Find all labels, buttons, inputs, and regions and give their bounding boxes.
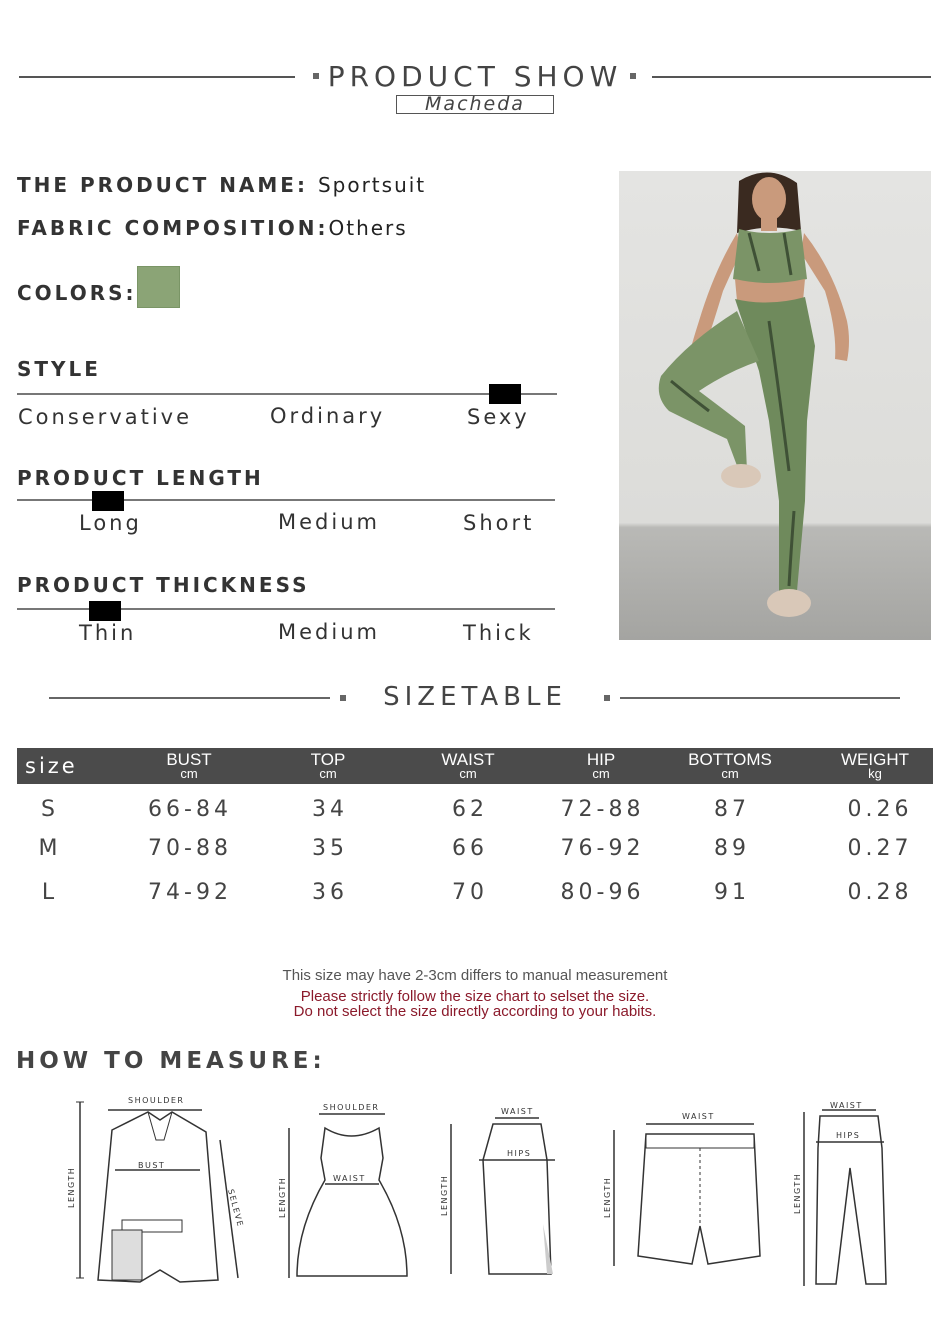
- header-weight-label: WEIGHT: [841, 750, 909, 769]
- fabric-row: [17, 216, 408, 240]
- pants-length-label: LENGTH: [793, 1172, 802, 1214]
- header-rule-right: [652, 76, 931, 78]
- thickness-option-thin: Thin: [79, 621, 137, 645]
- dress-diagram: [275, 1098, 415, 1288]
- header-hip-unit: cm: [592, 766, 610, 781]
- how-to-measure-title: HOW TO MEASURE:: [16, 1048, 326, 1074]
- row-s-bottoms: 87: [714, 797, 750, 822]
- header-top: [278, 748, 378, 780]
- length-option-short: Short: [463, 511, 535, 535]
- row-l-bust: 74-92: [148, 880, 232, 905]
- header-bottoms-label: BOTTOMS: [688, 750, 772, 769]
- dress-shoulder-label: SHOULDER: [323, 1103, 380, 1112]
- fabric-label: FABRIC COMPOSITION:: [17, 216, 329, 240]
- dress-waist-label: WAIST: [333, 1174, 366, 1183]
- row-s-size: S: [41, 797, 59, 822]
- sizetable-dot-right: [604, 695, 610, 701]
- measurement-note: This size may have 2-3cm differs to manual measurement: [282, 967, 668, 984]
- dress-length-label: LENGTH: [278, 1176, 287, 1218]
- header-rule-left: [19, 76, 295, 78]
- product-name-label: THE PRODUCT NAME:: [17, 173, 308, 197]
- row-m-size: M: [38, 836, 62, 861]
- row-m-weight: 0.27: [847, 836, 913, 861]
- row-s-bust: 66-84: [148, 797, 232, 822]
- row-m-waist: 66: [452, 836, 488, 861]
- jacket-length-label: LENGTH: [67, 1166, 76, 1208]
- header-waist: [418, 748, 518, 780]
- header-hip-label: HIP: [586, 750, 616, 769]
- length-title: PRODUCT LENGTH: [17, 466, 264, 490]
- length-option-medium: Medium: [278, 510, 380, 534]
- row-l-size: L: [41, 880, 59, 905]
- sizetable-rule-right: [620, 697, 900, 699]
- row-l-hip: 80-96: [560, 880, 645, 905]
- jacket-bust-label: BUST: [138, 1161, 166, 1170]
- skirt-waist-label: WAIST: [501, 1107, 534, 1116]
- row-l-weight: 0.28: [847, 880, 913, 905]
- style-option-sexy: Sexy: [467, 405, 530, 429]
- row-s-waist: 62: [452, 797, 488, 822]
- style-marker: [489, 384, 521, 404]
- row-m-hip: 76-92: [560, 836, 645, 861]
- row-l-top: 36: [312, 880, 348, 905]
- row-m-top: 35: [312, 836, 348, 861]
- row-m-bust: 70-88: [148, 836, 232, 861]
- row-s-hip: 72-88: [560, 797, 645, 822]
- fabric-value: Others: [328, 216, 408, 240]
- sizetable-rule-left: [49, 697, 330, 699]
- header-hip: [551, 748, 651, 780]
- pants-diagram: [790, 1098, 900, 1293]
- skirt-length-label: LENGTH: [440, 1174, 449, 1216]
- color-swatch-green[interactable]: [137, 266, 180, 308]
- header-waist-label: WAIST: [441, 750, 495, 769]
- header-bottoms: [675, 748, 785, 780]
- page-title: PRODUCT SHOW: [327, 60, 623, 93]
- style-option-ordinary: Ordinary: [270, 404, 386, 428]
- header-bust-label: BUST: [166, 750, 212, 769]
- header-bust: [139, 748, 239, 780]
- brand-label: Macheda: [396, 95, 554, 114]
- header-dot-right: [630, 73, 636, 79]
- thickness-marker: [89, 601, 121, 621]
- skirt-hips-label: HIPS: [507, 1149, 532, 1158]
- header-weight: [825, 748, 925, 780]
- row-l-waist: 70: [452, 880, 488, 905]
- style-scale-line: [17, 393, 557, 395]
- thickness-title: PRODUCT THICKNESS: [17, 573, 310, 597]
- pants-hips-label: HIPS: [836, 1131, 861, 1140]
- thickness-option-thick: Thick: [463, 621, 534, 645]
- jacket-diagram: [60, 1090, 250, 1290]
- header-waist-unit: cm: [459, 766, 477, 781]
- length-option-long: Long: [79, 511, 142, 535]
- sizetable-title: SIZETABLE: [383, 682, 567, 712]
- header-top-unit: cm: [319, 766, 337, 781]
- size-table-header: [17, 748, 933, 784]
- jacket-shoulder-label: SHOULDER: [128, 1096, 185, 1105]
- style-option-conservative: Conservative: [18, 405, 193, 429]
- row-l-bottoms: 91: [714, 880, 750, 905]
- warning-note-2: Do not select the size directly according to your habits.: [293, 1003, 657, 1020]
- thickness-option-medium: Medium: [278, 620, 380, 644]
- header-size: size: [25, 754, 78, 778]
- header-bottoms-unit: cm: [721, 766, 739, 781]
- product-name-row: [17, 173, 426, 197]
- model-illustration: [619, 171, 931, 640]
- row-s-top: 34: [312, 797, 348, 822]
- style-title: STYLE: [17, 357, 101, 381]
- warning-note-1: Please strictly follow the size chart to selset the size.: [300, 988, 650, 1005]
- product-name-value: Sportsuit: [317, 173, 427, 197]
- product-photo: [619, 171, 931, 640]
- colors-label: COLORS:: [17, 281, 137, 305]
- header-weight-unit: kg: [868, 766, 882, 781]
- length-marker: [92, 491, 124, 511]
- shorts-diagram: [600, 1106, 780, 1276]
- skirt-diagram: [435, 1104, 565, 1284]
- header-bust-unit: cm: [180, 766, 198, 781]
- pants-waist-label: WAIST: [830, 1101, 863, 1110]
- shorts-length-label: LENGTH: [603, 1176, 612, 1218]
- shorts-waist-label: WAIST: [682, 1112, 715, 1121]
- row-m-bottoms: 89: [714, 836, 750, 861]
- header-top-label: TOP: [310, 750, 346, 769]
- row-s-weight: 0.26: [847, 797, 913, 822]
- jacket-sleeve-label: SELEVE: [226, 1188, 245, 1229]
